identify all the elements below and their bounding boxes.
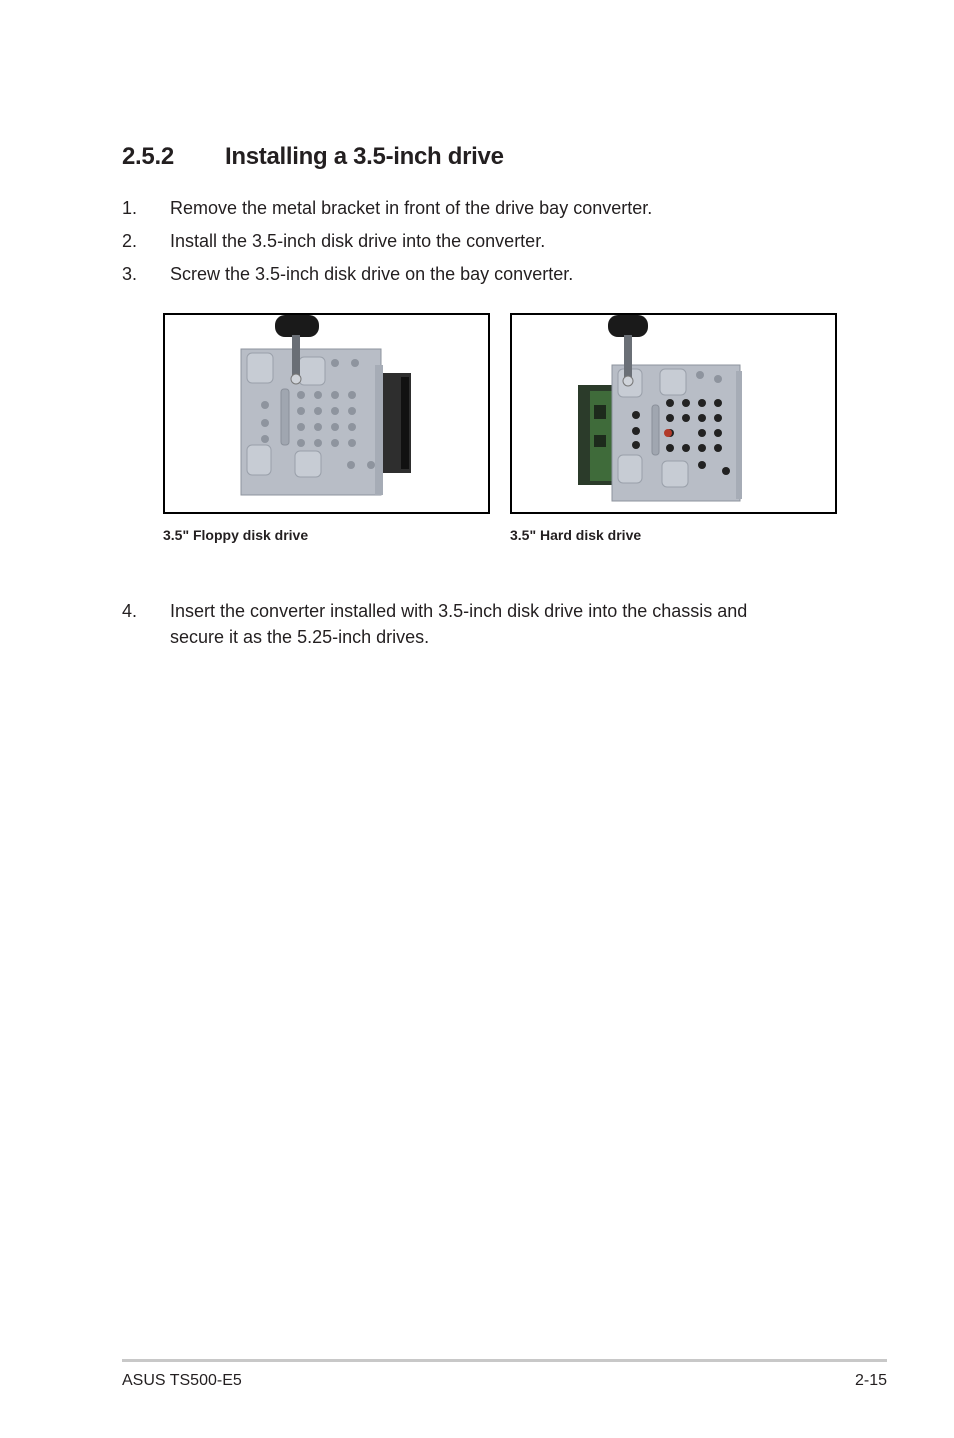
step-text: Install the 3.5-inch disk drive into the converter. [170, 231, 546, 251]
step-number: 2. [122, 231, 138, 251]
step-text-line-1: Insert the converter installed with 3.5-inch disk drive into the chassis and [170, 601, 748, 621]
step-number: 3. [122, 264, 138, 284]
figure-caption-floppy: 3.5" Floppy disk drive [163, 527, 309, 543]
step-text-line-2: secure it as the 5.25-inch drives. [170, 627, 430, 647]
step-number: 1. [122, 198, 138, 218]
floppy-drive-photo [163, 313, 490, 514]
section-title: Installing a 3.5-inch drive [225, 143, 504, 170]
step-text: Screw the 3.5-inch disk drive on the bay converter. [170, 264, 574, 284]
hard-disk-drive-photo [510, 313, 837, 514]
footer-product-name: ASUS TS500-E5 [122, 1372, 242, 1389]
footer-divider [122, 1359, 887, 1362]
section-heading [122, 143, 504, 171]
step-text: Remove the metal bracket in front of the drive bay converter. [170, 198, 653, 218]
footer-page-number: 2-15 [854, 1372, 887, 1389]
section-number: 2.5.2 [122, 143, 174, 170]
step-number: 4. [122, 601, 138, 621]
figure-caption-hdd: 3.5" Hard disk drive [510, 527, 642, 543]
